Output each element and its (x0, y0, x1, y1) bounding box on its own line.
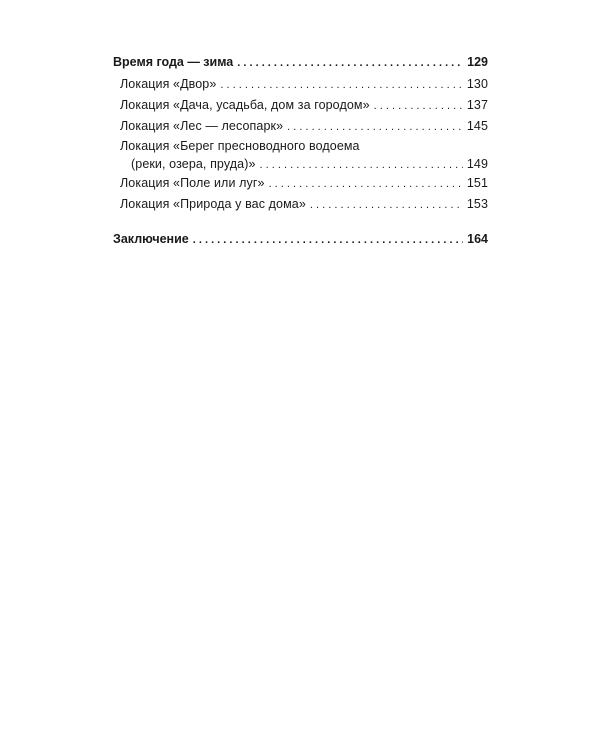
toc-item-title: Локация «Дача, усадьба, дом за городом» (120, 98, 370, 112)
toc-leader-dots (310, 194, 463, 216)
toc-section-winter[interactable] (113, 50, 488, 74)
toc-leader-dots (193, 227, 463, 252)
toc-section-conclusion[interactable] (113, 227, 488, 251)
toc-item-title: Локация «Природа у вас дома» (120, 197, 306, 211)
toc-page-number: 145 (466, 119, 488, 133)
toc-section-title: Время года — зима (113, 55, 234, 69)
toc-item-title: Локация «Лес — лесопарк» (120, 119, 284, 133)
toc-item-bereg-line1[interactable] (113, 137, 488, 155)
toc-item-title: (реки, озера, пруда)» (131, 157, 256, 171)
toc-item-title: Локация «Двор» (120, 77, 217, 91)
toc-page-number: 149 (466, 157, 488, 171)
toc-leader-dots (269, 173, 463, 195)
toc-leader-dots (220, 74, 462, 96)
toc-page-number: 130 (466, 77, 488, 91)
toc-page-number: 129 (467, 55, 488, 69)
toc-leader-dots (374, 95, 463, 117)
toc-item-dvor[interactable] (113, 74, 488, 95)
toc-page-number: 153 (466, 197, 488, 211)
table-of-contents (113, 50, 488, 251)
toc-item-title: Локация «Берег пресноводного водоема (120, 139, 360, 153)
toc-page-number: 164 (467, 232, 488, 246)
toc-leader-dots (260, 155, 463, 174)
toc-section-title: Заключение (113, 232, 189, 246)
toc-item-priroda-doma[interactable] (113, 194, 488, 215)
toc-item-pole[interactable] (113, 173, 488, 194)
toc-item-title: Локация «Поле или луг» (120, 176, 265, 190)
toc-leader-dots (237, 50, 463, 75)
toc-item-dacha[interactable] (113, 95, 488, 116)
toc-item-les[interactable] (113, 116, 488, 137)
toc-page-number: 137 (466, 98, 488, 112)
toc-item-bereg-line2[interactable] (113, 155, 488, 173)
toc-section-gap (113, 215, 488, 227)
toc-page-number: 151 (466, 176, 488, 190)
toc-leader-dots (287, 116, 463, 138)
